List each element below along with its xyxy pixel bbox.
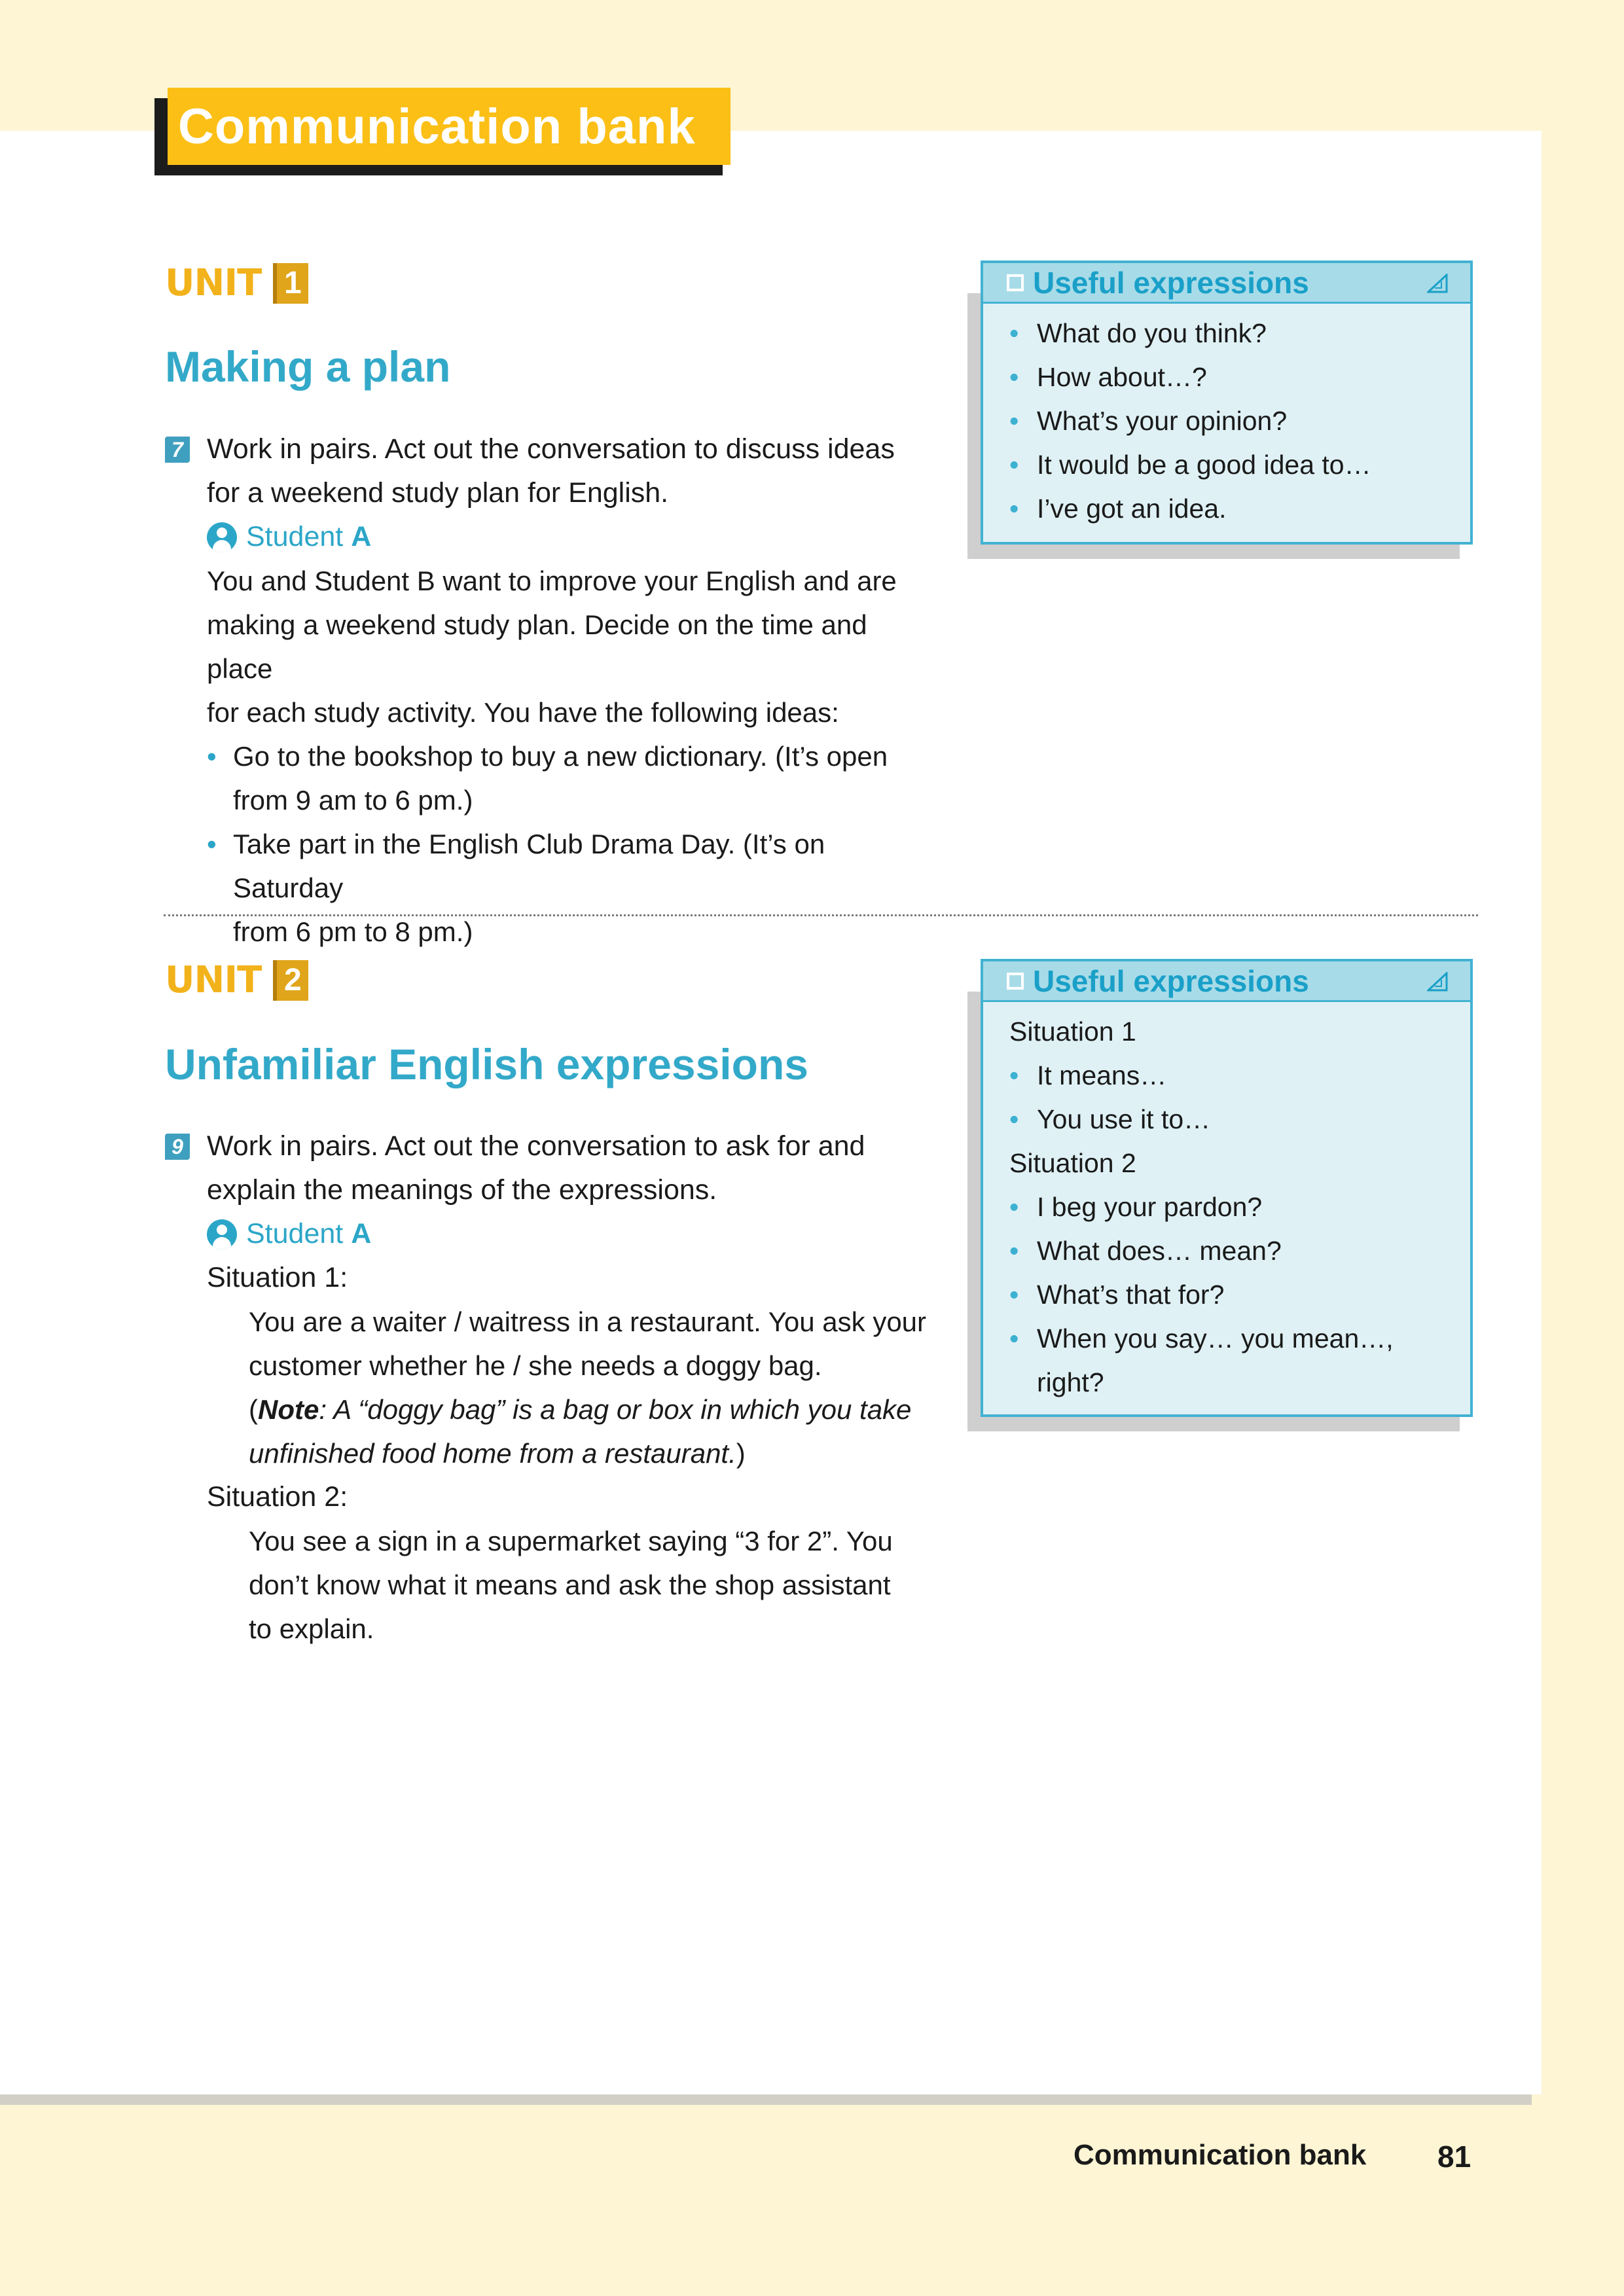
unit2-label [165, 959, 308, 1001]
note-word: Note [258, 1394, 319, 1425]
expression-text: What do you think? [1037, 318, 1267, 348]
unit2-number-badge: 2 [273, 960, 308, 1001]
expression-text: What’s that for? [1037, 1280, 1225, 1310]
expression-text: I’ve got an idea. [1037, 493, 1227, 524]
useful-expressions-header [983, 263, 1470, 304]
unit2-task [165, 1124, 931, 1651]
task-instruction-line: Work in pairs. Act out the conversation to discuss ideas [207, 433, 895, 465]
unit1-title: Making a plan [165, 342, 451, 391]
expression-text: You use it to… [1037, 1104, 1211, 1134]
task-instruction-line: Work in pairs. Act out the conversation to ask for and [207, 1130, 865, 1162]
list-item-text: Take part in the English Club Drama Day. (It’s on Saturday [233, 829, 825, 903]
list-item: • What do you think? [1009, 312, 1444, 355]
expression-text: What’s your opinion? [1037, 406, 1288, 436]
list-item-text: from 9 am to 6 pm.) [233, 785, 473, 816]
list-item: • I’ve got an idea. [1009, 487, 1444, 531]
student-letter: A [351, 521, 372, 552]
bottom-rule [0, 2094, 1532, 2105]
list-item: • You use it to… [1009, 1098, 1444, 1141]
checkbox-icon [1007, 274, 1024, 291]
expression-list [983, 304, 1470, 537]
student-prefix: Student [246, 1218, 344, 1249]
list-item [207, 734, 931, 822]
expression-text: I beg your pardon? [1037, 1192, 1263, 1222]
unit1-label [165, 262, 308, 304]
corner-triangle-icon [1427, 972, 1448, 992]
situation1-line: You are a waiter / waitress in a restaurant. You ask your [249, 1306, 927, 1337]
task-number-badge: 7 [165, 437, 190, 463]
list-item-text: from 6 pm to 8 pm.) [233, 916, 473, 947]
bullet-icon: • [207, 741, 217, 772]
useful-expressions-box [981, 959, 1473, 1417]
situation2-line: to explain. [249, 1613, 374, 1644]
expression-text: It means… [1037, 1060, 1167, 1090]
useful-expressions-unit2 [967, 959, 1465, 1443]
useful-expressions-header [983, 961, 1470, 1002]
corner-triangle-icon [1427, 274, 1448, 293]
situation1-label: Situation 1: [207, 1262, 348, 1293]
situation2-label: Situation 2: [207, 1481, 348, 1513]
bullet-icon: • [207, 829, 217, 859]
list-item: • I beg your pardon? [1009, 1185, 1444, 1229]
list-item: • When you say… you mean…, [1009, 1317, 1444, 1361]
list-item: • How about…? [1009, 355, 1444, 399]
list-item-continuation [1009, 1361, 1444, 1405]
situation2-line: You see a sign in a supermarket saying “3 for 2”. You [249, 1526, 893, 1556]
task-instruction-line: for a weekend study plan for English. [207, 477, 669, 509]
student-icon [207, 522, 237, 552]
situation1-heading: Situation 1 [1009, 1016, 1136, 1047]
paragraph-line: You and Student B want to improve your English and are [207, 565, 897, 596]
note-paren: ) [736, 1438, 746, 1469]
task-instruction-line: explain the meanings of the expressions. [207, 1174, 717, 1206]
list-item: • What does… mean? [1009, 1229, 1444, 1273]
checkbox-icon [1007, 973, 1024, 990]
student-role [207, 1212, 931, 1256]
list-item [207, 822, 931, 954]
expression-list [983, 1002, 1470, 1411]
list-item: • It would be a good idea to… [1009, 443, 1444, 487]
list-item-text: Go to the bookshop to buy a new dictionary. (It’s open [233, 741, 888, 772]
expression-text: right? [1037, 1367, 1104, 1397]
student-icon [207, 1219, 237, 1249]
situation2-heading: Situation 2 [1009, 1148, 1136, 1178]
unit2-label-text: UNIT [165, 959, 262, 1001]
page-number: 81 [1437, 2140, 1471, 2174]
task-number-badge: 9 [165, 1134, 190, 1160]
note-text: : A “doggy bag” is a bag or box in which you take [319, 1394, 912, 1425]
useful-expressions-title: Useful expressions [1033, 963, 1309, 998]
list-item: • What’s your opinion? [1009, 399, 1444, 443]
paragraph-line: making a weekend study plan. Decide on the time and place [207, 609, 867, 684]
note-paren: ( [249, 1394, 258, 1425]
expression-text: It would be a good idea to… [1037, 450, 1371, 480]
situation2-line: don’t know what it means and ask the shop assistant [249, 1570, 891, 1600]
note-line [249, 1388, 931, 1431]
list-item: • It means… [1009, 1054, 1444, 1098]
student-prefix: Student [246, 521, 344, 552]
paragraph-line: for each study activity. You have the following ideas: [207, 697, 839, 728]
footer-label: Communication bank [1074, 2139, 1367, 2171]
section-divider [164, 914, 1478, 916]
expression-text: How about…? [1037, 362, 1207, 392]
unit1-number-badge: 1 [273, 263, 308, 304]
student-letter: A [351, 1218, 372, 1249]
unit1-task [165, 427, 931, 954]
banner-title: Communication bank [178, 98, 696, 154]
expression-text: When you say… you mean…, [1037, 1323, 1394, 1354]
list-item: • What’s that for? [1009, 1273, 1444, 1317]
useful-expressions-unit1 [967, 260, 1465, 562]
useful-expressions-title: Useful expressions [1033, 265, 1309, 300]
situation1-line: customer whether he / she needs a doggy bag. [249, 1350, 822, 1381]
expression-text: What does… mean? [1037, 1236, 1282, 1266]
note-text: unfinished food home from a restaurant. [249, 1438, 736, 1469]
student-role [207, 515, 931, 559]
useful-expressions-box [981, 260, 1473, 545]
unit2-title: Unfamiliar English expressions [165, 1040, 808, 1088]
header-banner [168, 88, 731, 165]
note-line [249, 1431, 931, 1475]
unit1-label-text: UNIT [165, 262, 262, 304]
